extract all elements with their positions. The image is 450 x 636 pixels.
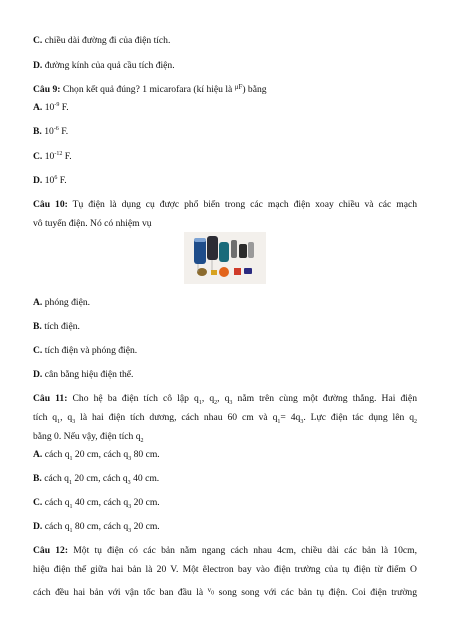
text-segment: 20 cm. — [131, 497, 160, 508]
text-segment: 80 cm. — [131, 449, 160, 460]
option-d-line — [33, 60, 175, 72]
option-label: C. — [33, 497, 43, 508]
option-unit: F. — [59, 102, 69, 113]
exponent: -9 — [54, 101, 60, 108]
microfarad-symbol: μF — [234, 83, 243, 91]
option-label: D. — [33, 60, 43, 71]
option-text: chiều dài đường đi của điện tích. — [42, 35, 171, 46]
text-segment: cách q — [42, 497, 70, 508]
velocity-letter: v — [207, 586, 212, 594]
option-label: B. — [33, 126, 42, 137]
subscript: 3 — [127, 479, 131, 486]
capacitors-photo — [184, 232, 266, 284]
option-base: 10 — [42, 175, 55, 186]
question-text: Chọn kết quả đúng? 1 micarofara (kí hiệu là — [60, 84, 235, 95]
option-label: B. — [33, 321, 42, 332]
question-11-end — [33, 431, 144, 443]
question-text: Một tụ điện có các bản nằm ngang cách nhau 4cm, chiều dài các bản là 10cm, — [68, 545, 417, 556]
option-label: C. — [33, 345, 43, 356]
subscript: 3 — [229, 399, 233, 406]
option-label: C. — [33, 151, 43, 162]
text-segment: , q — [217, 393, 230, 404]
text-segment: . Lực điện tác dụng lên q — [303, 412, 414, 423]
text-segment: 40 cm. — [130, 473, 160, 484]
capacitors-illustration — [184, 232, 266, 284]
option-text: phóng điện. — [42, 297, 91, 308]
q11-option-a — [33, 449, 160, 461]
subscript: 3 — [128, 503, 132, 510]
text-segment: 40 cm, cách q — [72, 497, 129, 508]
text-segment: 20 cm, cách q — [71, 473, 128, 484]
text-segment: , q — [60, 412, 73, 423]
text-segment: 20 cm, cách q — [72, 449, 129, 460]
exponent: 6 — [54, 174, 58, 181]
question-10 — [33, 199, 417, 211]
subscript: 1 — [68, 479, 72, 486]
option-label: A. — [33, 297, 43, 308]
option-unit: F. — [62, 151, 72, 162]
subscript: 3 — [128, 455, 132, 462]
q9-option-d — [33, 175, 67, 187]
question-label: Câu 9: — [33, 84, 61, 95]
text-segment: 80 cm, cách q — [72, 521, 129, 532]
option-label: D. — [33, 175, 43, 186]
option-base: 10 — [42, 151, 55, 162]
text-segment: cách q — [42, 449, 70, 460]
question-11 — [33, 393, 417, 405]
q10-option-d — [33, 369, 133, 381]
question-text: hiệu điện thế giữa hai bản là 20 V. Một êlectron bay vào điện trường của tụ điện từ điểm O — [33, 564, 417, 575]
question-label: Câu 11: — [33, 393, 68, 404]
option-label: C. — [33, 35, 43, 46]
question-label: Câu 10: — [33, 199, 68, 210]
option-base: 10 — [42, 102, 55, 113]
subscript: 1 — [198, 399, 202, 406]
q10-option-a — [33, 297, 90, 309]
question-9 — [33, 84, 267, 96]
option-label: A. — [33, 449, 43, 460]
q11-option-c — [33, 497, 160, 509]
option-text: tích điện. — [41, 321, 80, 332]
option-label: A. — [33, 102, 43, 113]
text-segment: cách đều hai bản với vận tốc ban đầu là — [33, 587, 208, 598]
text-segment: cách q — [42, 521, 70, 532]
subscript: 1 — [69, 527, 73, 534]
question-12 — [33, 545, 417, 557]
question-text: Tụ điện là dụng cụ được phổ biến trong các mạch điện xoay chiều và các mạch — [67, 199, 418, 210]
text-segment: Cho hệ ba điện tích cô lập q — [67, 393, 199, 404]
subscript: 2 — [140, 437, 144, 444]
option-text: cân bằng hiệu điện thế. — [42, 369, 134, 380]
q10-option-b — [33, 321, 80, 333]
q11-option-b — [33, 473, 159, 485]
q11-option-d — [33, 521, 160, 533]
option-label: D. — [33, 521, 43, 532]
text-segment: , q — [201, 393, 215, 404]
text-segment: bằng 0. Nếu vậy, điện tích q — [33, 431, 141, 442]
q9-option-a — [33, 102, 69, 114]
text-segment: tích q — [33, 412, 58, 423]
text-segment: là hai điện tích dương, cách nhau 60 cm và q — [75, 412, 278, 423]
option-base: 10 — [41, 126, 54, 137]
question-12-end — [33, 587, 417, 599]
question-text: vô tuyến điện. Nó có nhiệm vụ — [33, 218, 152, 229]
option-label: D. — [33, 369, 43, 380]
option-text: tích điện và phóng điện. — [42, 345, 138, 356]
subscript: 3 — [300, 418, 304, 425]
q9-option-c — [33, 151, 72, 163]
subscript: 2 — [214, 399, 218, 406]
q10-option-c — [33, 345, 137, 357]
subscript: 1 — [57, 418, 61, 425]
exponent: -6 — [53, 125, 59, 132]
option-unit: F. — [57, 175, 67, 186]
question-11-cont — [33, 412, 417, 424]
question-12-cont — [33, 564, 417, 576]
option-unit: F. — [58, 126, 69, 137]
velocity-symbol — [207, 586, 215, 597]
option-c-line — [33, 35, 170, 47]
question-10-cont — [33, 218, 152, 230]
option-label: B. — [33, 473, 42, 484]
subscript: 3 — [72, 418, 76, 425]
question-label: Câu 12: — [33, 545, 69, 556]
question-text: ) bằng — [242, 84, 267, 95]
text-segment: cách q — [41, 473, 69, 484]
subscript: 3 — [128, 527, 132, 534]
option-text: đường kính của quả cầu tích điện. — [42, 60, 175, 71]
text-segment: = 4q — [280, 412, 301, 423]
subscript: 1 — [69, 503, 73, 510]
exponent: -12 — [54, 150, 63, 157]
subscript: 0 — [211, 590, 215, 597]
text-segment: 20 cm. — [131, 521, 160, 532]
q9-option-b — [33, 126, 68, 138]
subscript: 1 — [69, 455, 73, 462]
subscript: 1 — [277, 418, 281, 425]
text-segment: song song với các bản tụ điện. Coi điện trường — [214, 587, 417, 598]
text-segment: nằm trên cùng một đường thẳng. Hai điện — [232, 393, 417, 404]
subscript: 2 — [414, 418, 417, 425]
